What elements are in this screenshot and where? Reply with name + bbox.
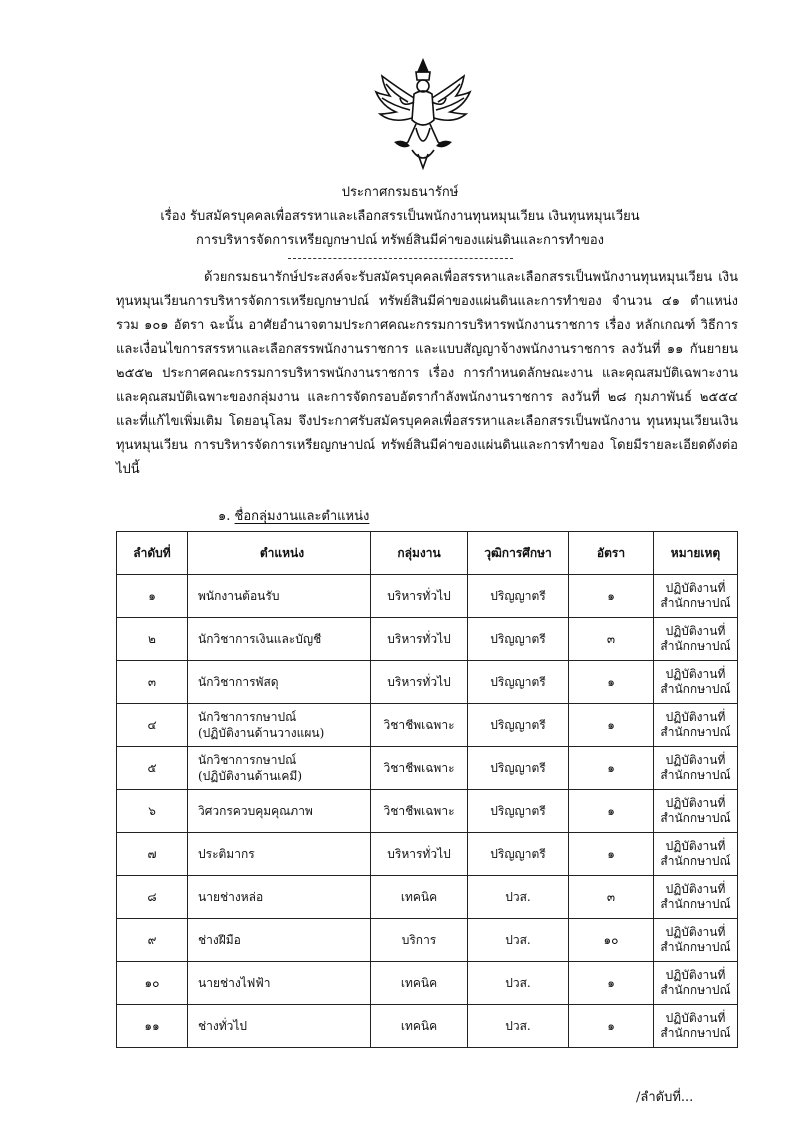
cell-rate: ๑ <box>569 661 654 704</box>
cell-rate: ๑ <box>569 747 654 790</box>
continuation-marker: /ลำดับที่... <box>636 1090 694 1105</box>
header-rate: อัตรา <box>569 532 654 575</box>
cell-group: วิชาชีพเฉพาะ <box>371 790 468 833</box>
cell-note <box>654 661 738 704</box>
subject-line-1: เรื่อง รับสมัครบุคคลเพื่อสรรหาและเลือกสรรเป็นพนักงานทุนหมุนเวียน เงินทุนหมุนเวียน <box>160 209 640 224</box>
table-row <box>117 790 738 833</box>
cell-group: บริหารทั่วไป <box>371 618 468 661</box>
positions-table <box>116 531 738 1048</box>
position-line: พนักงานต้อนรับ <box>198 589 280 603</box>
header-no: ลำดับที่ <box>117 532 188 575</box>
section-number: ๑. <box>218 509 231 524</box>
cell-position <box>188 1005 371 1048</box>
section-title: ชื่อกลุ่มงานและตำแหน่ง <box>234 509 370 524</box>
position-line: วิศวกรควบคุมคุณภาพ <box>198 804 313 818</box>
cell-education: ปวส. <box>468 876 569 919</box>
note-line: สำนักกษาปณ์ <box>660 897 731 911</box>
cell-rate: ๑ <box>569 575 654 618</box>
cell-no: ๒ <box>117 618 188 661</box>
cell-group: บริการ <box>371 919 468 962</box>
note-line: ปฏิบัติงานที่ <box>665 624 726 638</box>
cell-position <box>188 962 371 1005</box>
cell-position <box>188 790 371 833</box>
cell-position <box>188 618 371 661</box>
note-line: สำนักกษาปณ์ <box>660 983 731 997</box>
position-line: ช่างทั่วไป <box>198 1019 248 1033</box>
cell-position <box>188 661 371 704</box>
cell-note <box>654 1005 738 1048</box>
note-line: สำนักกษาปณ์ <box>660 682 731 696</box>
position-line: ประติมากร <box>198 847 255 861</box>
position-line: นายช่างหล่อ <box>198 890 264 904</box>
cell-group: เทคนิค <box>371 1005 468 1048</box>
position-line: นักวิชาการเงินและบัญชี <box>198 632 322 646</box>
subject-line-2: การบริหารจัดการเหรียญกษาปณ์ ทรัพย์สินมีค่าของแผ่นดินและการทำของ <box>195 233 605 248</box>
note-line: สำนักกษาปณ์ <box>660 596 731 610</box>
cell-position <box>188 747 371 790</box>
note-line: สำนักกษาปณ์ <box>660 854 731 868</box>
cell-education: ปริญญาตรี <box>468 747 569 790</box>
position-line: นักวิชาการพัสดุ <box>198 675 279 689</box>
cell-note <box>654 876 738 919</box>
note-line: ปฏิบัติงานที่ <box>665 710 726 724</box>
cell-group: วิชาชีพเฉพาะ <box>371 704 468 747</box>
table-row <box>117 747 738 790</box>
header-education: วุฒิการศึกษา <box>468 532 569 575</box>
note-line: สำนักกษาปณ์ <box>660 940 731 954</box>
cell-note <box>654 704 738 747</box>
cell-no: ๓ <box>117 661 188 704</box>
cell-no: ๕ <box>117 747 188 790</box>
note-line: ปฏิบัติงานที่ <box>665 882 726 896</box>
table-row <box>117 575 738 618</box>
cell-no: ๑๐ <box>117 962 188 1005</box>
section-heading <box>218 505 369 526</box>
cell-position <box>188 876 371 919</box>
cell-group: เทคนิค <box>371 962 468 1005</box>
cell-education: ปวส. <box>468 962 569 1005</box>
cell-education: ปริญญาตรี <box>468 575 569 618</box>
note-line: ปฏิบัติงานที่ <box>665 839 726 853</box>
cell-rate: ๑ <box>569 790 654 833</box>
separator-dashed <box>288 258 513 259</box>
cell-group: บริหารทั่วไป <box>371 661 468 704</box>
header-note: หมายเหตุ <box>654 532 738 575</box>
table-row <box>117 833 738 876</box>
cell-position <box>188 704 371 747</box>
cell-note <box>654 575 738 618</box>
cell-position <box>188 575 371 618</box>
body-paragraph: ด้วยกรมธนารักษ์ประสงค์จะรับสมัครบุคคลเพื่อสรรหาและเลือกสรรเป็นพนักงานทุนหมุนเวียน เงินทุนหมุนเวียนการบริหารจัดการเหรียญกษาปณ์ ทรัพย์สินมีค่าของแผ่นดินและการทำของ จำนวน ๔๑ ตำแหน่ง รวม ๑๐๑ อัตรา ฉะนั้น อาศัยอำนาจตามประกาศคณะกรรมการบริหารพนักงานราชการ เรื่อง หลักเกณฑ์ วิธีการ และเงื่อนไขการสรรหาและเลือกสรรพนักงานราชการ และแบบสัญญาจ้างพนักงานราชการ ลงวันที่ ๑๑ กันยายน ๒๕๕๒ ประกาศคณะกรรมการบริหารพนักงานราชการ เรื่อง การกำหนดลักษณะงาน และคุณสมบัติเฉพาะงาน และคุณสมบัติเฉพาะของกลุ่มงาน และการจัดกรอบอัตรากำลังพนักงานราชการ ลงวันที่ ๒๘ กุมภาพันธ์ ๒๕๕๔ และที่แก้ไขเพิ่มเติม โดยอนุโลม จึงประกาศรับสมัครบุคคลเพื่อสรรหาและเลือกสรรเป็นพนักงาน ทุนหมุนเวียนเงินทุนหมุนเวียน การบริหารจัดการเหรียญกษาปณ์ ทรัพย์สินมีค่าของแผ่นดินและการทำของ โดยมีรายละเอียดดังต่อไปนี้ <box>116 270 738 477</box>
cell-rate: ๑ <box>569 704 654 747</box>
note-line: ปฏิบัติงานที่ <box>665 1011 726 1025</box>
cell-note <box>654 833 738 876</box>
cell-no: ๑ <box>117 575 188 618</box>
table-row <box>117 962 738 1005</box>
cell-note <box>654 618 738 661</box>
cell-rate: ๑๐ <box>569 919 654 962</box>
header-group: กลุ่มงาน <box>371 532 468 575</box>
cell-position <box>188 919 371 962</box>
cell-group: เทคนิค <box>371 876 468 919</box>
note-line: สำนักกษาปณ์ <box>660 811 731 825</box>
position-line: นักวิชาการกษาปณ์ <box>198 710 297 724</box>
position-line: นักวิชาการกษาปณ์ <box>198 753 297 767</box>
cell-group: บริหารทั่วไป <box>371 575 468 618</box>
cell-education: ปริญญาตรี <box>468 833 569 876</box>
cell-education: ปริญญาตรี <box>468 790 569 833</box>
note-line: สำนักกษาปณ์ <box>660 1026 731 1040</box>
table-row <box>117 919 738 962</box>
table-row <box>117 661 738 704</box>
position-line: ช่างฝีมือ <box>198 933 241 947</box>
position-line: นายช่างไฟฟ้า <box>198 976 271 990</box>
position-line: (ปฏิบัติงานด้านเคมี) <box>198 769 303 783</box>
cell-group: บริหารทั่วไป <box>371 833 468 876</box>
header-position: ตำแหน่ง <box>188 532 371 575</box>
note-line: ปฏิบัติงานที่ <box>665 925 726 939</box>
note-line: ปฏิบัติงานที่ <box>665 753 726 767</box>
note-line: สำนักกษาปณ์ <box>660 639 731 653</box>
cell-education: ปริญญาตรี <box>468 704 569 747</box>
announcement-title: ประกาศกรมธนารักษ์ <box>341 185 459 200</box>
note-line: สำนักกษาปณ์ <box>660 725 731 739</box>
cell-education: ปริญญาตรี <box>468 618 569 661</box>
cell-rate: ๑ <box>569 1005 654 1048</box>
cell-note <box>654 790 738 833</box>
cell-group: วิชาชีพเฉพาะ <box>371 747 468 790</box>
note-line: ปฏิบัติงานที่ <box>665 968 726 982</box>
cell-rate: ๑ <box>569 962 654 1005</box>
cell-note <box>654 919 738 962</box>
cell-note <box>654 747 738 790</box>
note-line: ปฏิบัติงานที่ <box>665 581 726 595</box>
cell-education: ปริญญาตรี <box>468 661 569 704</box>
cell-no: ๘ <box>117 876 188 919</box>
position-line: (ปฏิบัติงานด้านวางแผน) <box>198 726 325 740</box>
cell-education: ปวส. <box>468 919 569 962</box>
cell-no: ๖ <box>117 790 188 833</box>
cell-no: ๔ <box>117 704 188 747</box>
cell-position <box>188 833 371 876</box>
cell-rate: ๓ <box>569 618 654 661</box>
note-line: สำนักกษาปณ์ <box>660 768 731 782</box>
table-row <box>117 876 738 919</box>
garuda-emblem <box>372 58 474 170</box>
note-line: ปฏิบัติงานที่ <box>665 796 726 810</box>
table-row <box>117 618 738 661</box>
cell-no: ๗ <box>117 833 188 876</box>
cell-rate: ๑ <box>569 833 654 876</box>
table-row <box>117 704 738 747</box>
cell-education: ปวส. <box>468 1005 569 1048</box>
cell-no: ๙ <box>117 919 188 962</box>
cell-no: ๑๑ <box>117 1005 188 1048</box>
note-line: ปฏิบัติงานที่ <box>665 667 726 681</box>
table-row <box>117 1005 738 1048</box>
cell-note <box>654 962 738 1005</box>
cell-rate: ๓ <box>569 876 654 919</box>
table-header-row <box>117 532 738 575</box>
